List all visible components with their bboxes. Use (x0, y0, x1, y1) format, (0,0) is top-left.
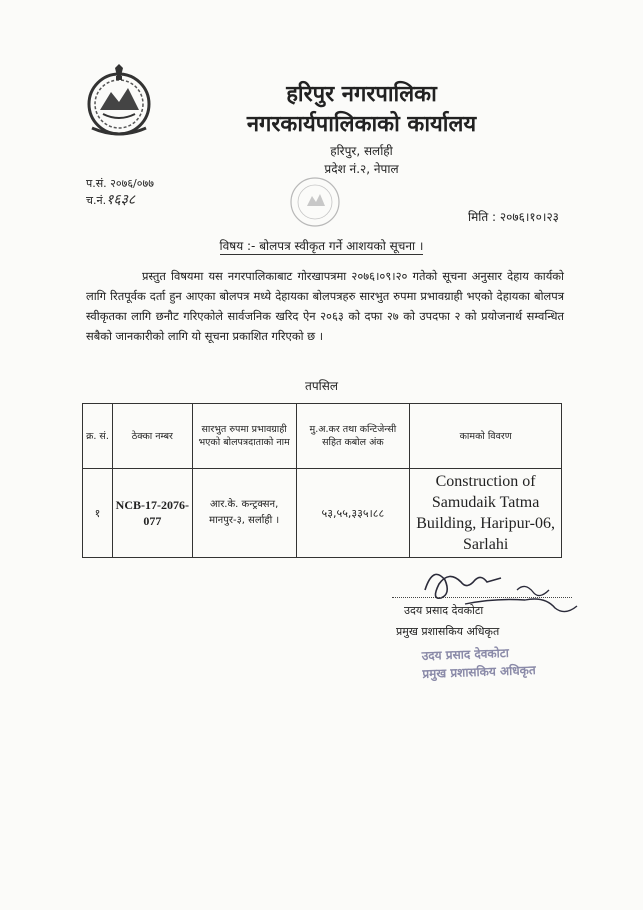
stamp-line-2: प्रमुख प्रशासकिय अधिकृत (422, 663, 536, 681)
cell-sn: १ (83, 469, 113, 558)
cn-label: च.नं. (86, 194, 107, 207)
cell-contract-no: NCB-17-2076-077 (112, 469, 192, 558)
cell-amount: ५३,५५,३३५।८८ (296, 469, 410, 558)
org-name: हरिपुर नगरपालिका (286, 82, 437, 107)
annex-title: तपसिल (304, 379, 338, 393)
officer-stamp (421, 643, 536, 683)
header-description: कामको विवरण (410, 404, 562, 469)
subject-text: विषय :- बोलपत्र स्वीकृत गर्ने आशयको सूचना । (219, 239, 424, 253)
office-name: नगरकार्यपालिकाको कार्यालय (246, 112, 477, 137)
header-contract-no: ठेक्का नम्बर (112, 404, 192, 469)
stamp-line-1: उदय प्रसाद देवकोटा (421, 645, 510, 663)
reference-block (86, 176, 154, 209)
address-line-1: हरिपुर, सर्लाही (330, 144, 393, 158)
cn-value: १६३८ (106, 192, 136, 208)
table-row (83, 469, 562, 558)
cn-number (86, 192, 154, 209)
signatory-title: प्रमुख प्रशासकिय अधिकृत (396, 625, 500, 638)
header-bidder: सारभुत रुपमा प्रभावग्राही भएको बोलपत्रदाताको नाम (192, 404, 296, 469)
table-header-row (83, 404, 562, 469)
address-line-2: प्रदेश नं.२, नेपाल (324, 162, 399, 176)
subject-line (0, 237, 643, 254)
signatory-name: उदय प्रसाद देवकोटा (404, 604, 484, 617)
bid-table (82, 403, 562, 558)
cell-bidder: आर.के. कन्ट्रक्सन, मानपुर-३, सर्लाही । (192, 469, 296, 558)
signature-line (392, 597, 572, 598)
ps-number: प.सं. २०७६/०७७ (86, 177, 154, 190)
header-sn: क्र. सं. (83, 404, 113, 469)
cell-description: Construction of Samudaik Tatma Building, Haripur-06, Sarlahi (410, 469, 562, 558)
header-amount: मु.अ.कर तथा कन्टिजेन्सी सहित कबोल अंक (296, 404, 410, 469)
notice-body: प्रस्तुत विषयमा यस नगरपालिकाबाट गोरखापत्रमा २०७६।०९।२० गतेको सूचना अनुसार देहाय कार्यको लागि रितपूर्वक दर्ता हुन आएका बोलपत्र मध्ये देहायका बोलपत्रहरु सारभुत रुपमा प्रभावग्राही भएको देहायका बोलपत्र स्वीकृतका लागि छनौट गरिएकोले सार्वजनिक खरिद ऐन २०६३ को दफा २७ को उपदफा २ को प्रयोजनार्थ सम्वन्धित सबैको जानकारीको लागि यो सूचना प्रकाशित गरिएको छ । (86, 269, 564, 343)
date-label: मिति : २०७६।१०।२३ (468, 210, 559, 224)
office-seal-icon (280, 170, 350, 230)
